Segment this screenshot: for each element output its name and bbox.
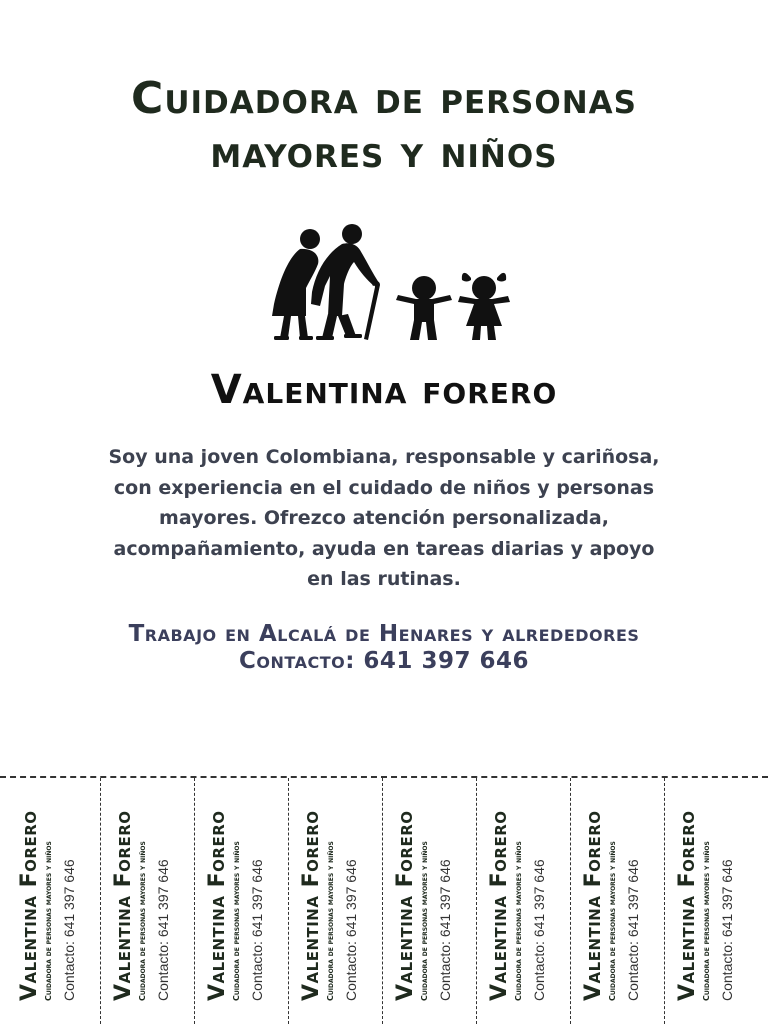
tear-off-tab[interactable] bbox=[194, 778, 288, 1024]
tab-name: Valentina Forero bbox=[17, 810, 42, 1001]
tab-subtitle: Cuidadora de personas mayores y niños bbox=[702, 841, 711, 1001]
tab-contact: Contacto: 641 397 646 bbox=[531, 859, 547, 1001]
tab-name: Valentina Forero bbox=[299, 810, 324, 1001]
tab-subtitle: Cuidadora de personas mayores y niños bbox=[514, 841, 523, 1001]
tab-contact: Contacto: 641 397 646 bbox=[61, 859, 77, 1001]
tear-off-tab[interactable] bbox=[476, 778, 570, 1024]
tab-subtitle: Cuidadora de personas mayores y niños bbox=[44, 841, 53, 1001]
tab-subtitle: Cuidadora de personas mayores y niños bbox=[420, 841, 429, 1001]
tab-content bbox=[675, 801, 747, 1001]
tab-contact: Contacto: 641 397 646 bbox=[625, 859, 641, 1001]
boy-icon bbox=[396, 276, 452, 340]
caregiver-name: Valentina forero bbox=[210, 367, 558, 413]
tear-off-tab[interactable] bbox=[288, 778, 382, 1024]
tear-off-tabs bbox=[0, 778, 768, 1024]
tab-contact: Contacto: 641 397 646 bbox=[155, 859, 171, 1001]
tab-name: Valentina Forero bbox=[393, 810, 418, 1001]
tab-contact: Contacto: 641 397 646 bbox=[437, 859, 453, 1001]
tab-name: Valentina Forero bbox=[487, 810, 512, 1001]
tab-name: Valentina Forero bbox=[675, 810, 700, 1001]
tab-name: Valentina Forero bbox=[205, 810, 230, 1001]
tab-subtitle: Cuidadora de personas mayores y niños bbox=[326, 841, 335, 1001]
contact-phone: Contacto: 641 397 646 bbox=[239, 648, 529, 674]
tear-off-tab[interactable] bbox=[100, 778, 194, 1024]
tear-off-tab[interactable] bbox=[664, 778, 758, 1024]
elderly-man-icon bbox=[311, 224, 380, 340]
tab-subtitle: Cuidadora de personas mayores y niños bbox=[232, 841, 241, 1001]
tab-contact: Contacto: 641 397 646 bbox=[343, 859, 359, 1001]
tab-content bbox=[487, 801, 559, 1001]
tab-content bbox=[17, 801, 89, 1001]
tab-contact: Contacto: 641 397 646 bbox=[719, 859, 735, 1001]
tear-off-tab[interactable] bbox=[382, 778, 476, 1024]
tear-off-tab[interactable] bbox=[570, 778, 664, 1024]
tab-content bbox=[581, 801, 653, 1001]
tab-name: Valentina Forero bbox=[111, 810, 136, 1001]
tab-subtitle: Cuidadora de personas mayores y niños bbox=[138, 841, 147, 1001]
tab-name: Valentina Forero bbox=[581, 810, 606, 1001]
girl-icon bbox=[458, 273, 510, 340]
tab-subtitle: Cuidadora de personas mayores y niños bbox=[608, 841, 617, 1001]
tab-content bbox=[111, 801, 183, 1001]
description-text: Soy una joven Colombiana, responsable y cariñosa, con experiencia en el cuidado de niños y personas mayores. Ofrezco atención personalizada, acompañamiento, ayuda en tareas diarias y apoyo en las rutinas. bbox=[108, 446, 660, 590]
flyer-title-line-1: Cuidadora de personas bbox=[131, 73, 637, 124]
tab-content bbox=[205, 801, 277, 1001]
tab-contact: Contacto: 641 397 646 bbox=[249, 859, 265, 1001]
tab-content bbox=[393, 801, 465, 1001]
flyer-title bbox=[0, 72, 768, 180]
work-location: Trabajo en Alcalá de Henares y alrededores bbox=[128, 621, 640, 647]
tab-content bbox=[299, 801, 371, 1001]
elderly-woman-icon bbox=[272, 229, 320, 340]
flyer-title-line-2: mayores y niños bbox=[210, 127, 558, 178]
tear-off-tab[interactable] bbox=[6, 778, 100, 1024]
elderly-couple-and-children-icon bbox=[262, 222, 518, 346]
